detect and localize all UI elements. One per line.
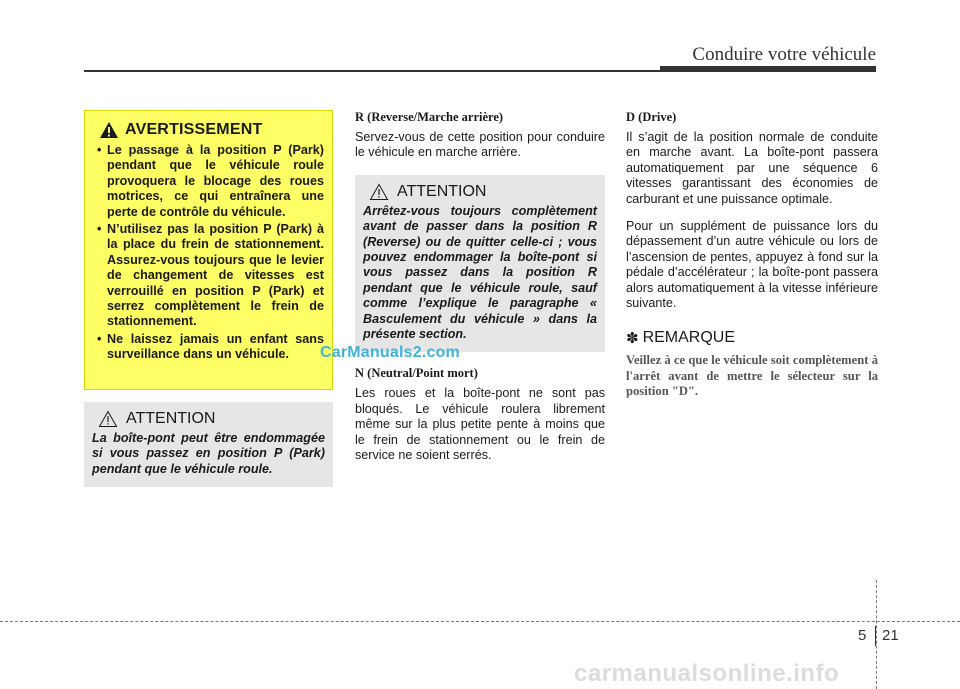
caution-triangle-icon <box>369 183 389 201</box>
caution-header <box>363 183 597 201</box>
caution-box-middle <box>355 175 605 353</box>
caution-triangle-icon <box>98 410 118 428</box>
reverse-body: Servez-vous de cette position pour conduire le véhicule en marche arrière. <box>355 130 605 160</box>
watermark-text: CarManuals2.com <box>320 344 460 361</box>
remark-star-icon: ✽ <box>626 330 639 348</box>
footer-vertical-divider <box>876 580 877 689</box>
footer-site-watermark: carmanualsonline.info <box>574 660 840 687</box>
middle-column <box>355 110 605 476</box>
warning-header <box>93 121 324 139</box>
footer-divider <box>0 621 960 622</box>
caution-title: ATTENTION <box>397 182 487 200</box>
drive-heading: D (Drive) <box>626 110 677 124</box>
page-number-separator <box>875 626 876 646</box>
page-header-title: Conduire votre véhicule <box>692 44 876 65</box>
left-column <box>84 110 333 487</box>
warning-item: • N’utilisez pas la position P (Park) à la place du frein de stationnement. Assurez-vous toujours que le levier de changement de vitesses est verrouillé en position P (Park) et serrez complètement le frein de stationnement. <box>97 222 324 329</box>
caution-text: La boîte-pont peut être endommagée si vous passez en position P (Park) pendant que le véhicule roule. <box>92 431 325 476</box>
page-number: 21 <box>882 627 899 644</box>
caution-text: Arrêtez-vous toujours complètement avant de passer dans la position R (Reverse) ou de quitter celle-ci ; vous pouvez endommager la boîte-pont si vous passez dans la position R pendant que le véhicule roule, sauf comme l’explique le paragraphe « Basculement du véhicule » dans la présente section. <box>363 203 597 342</box>
caution-box-left <box>84 402 333 487</box>
right-column <box>626 110 878 399</box>
remark-header <box>626 329 878 347</box>
warning-item: • Le passage à la position P (Park) pendant que le véhicule roule provoquera le blocage des roues motrices, ce qui entraînera une perte de contrôle du véhicule. <box>97 143 324 219</box>
caution-title: ATTENTION <box>126 410 216 427</box>
drive-body-1: Il s’agit de la position normale de conduite en marche avant. La boîte-pont passera automatiquement par une séquence 6 vitesses garantissant des économies de carburant et une puissance optimale. <box>626 130 878 206</box>
warning-list <box>93 143 324 363</box>
chapter-number: 5 <box>858 627 867 644</box>
warning-item: • Ne laissez jamais un enfant sans surveillance dans un véhicule. <box>97 331 324 362</box>
reverse-heading: R (Reverse/Marche arrière) <box>355 110 504 124</box>
drive-body-2: Pour un supplément de puissance lors du dépassement d’un autre véhicule ou lors de l’ascension de pentes, appuyez à fond sur la pédale d’accélérateur ; la boîte-pont passera alors automatiquement à la vitesse inférieure suivante. <box>626 219 878 311</box>
neutral-heading: N (Neutral/Point mort) <box>355 366 478 381</box>
neutral-body: Les roues et la boîte-pont ne sont pas bloqués. Le véhicule roulera librement même sur la plus petite pente à moins que le frein de stationnement ou le frein de service ne soient serrés. <box>355 386 605 463</box>
caution-header <box>92 410 325 428</box>
remark-title: REMARQUE <box>642 329 736 347</box>
header-rule-accent <box>660 66 876 72</box>
warning-triangle-icon <box>99 121 119 139</box>
remark-text: Veillez à ce que le véhicule soit complètement à l'arrêt avant de mettre le sélecteur sur la position "D". <box>626 353 878 398</box>
warning-title: AVERTISSEMENT <box>125 121 263 138</box>
warning-box <box>84 110 333 390</box>
